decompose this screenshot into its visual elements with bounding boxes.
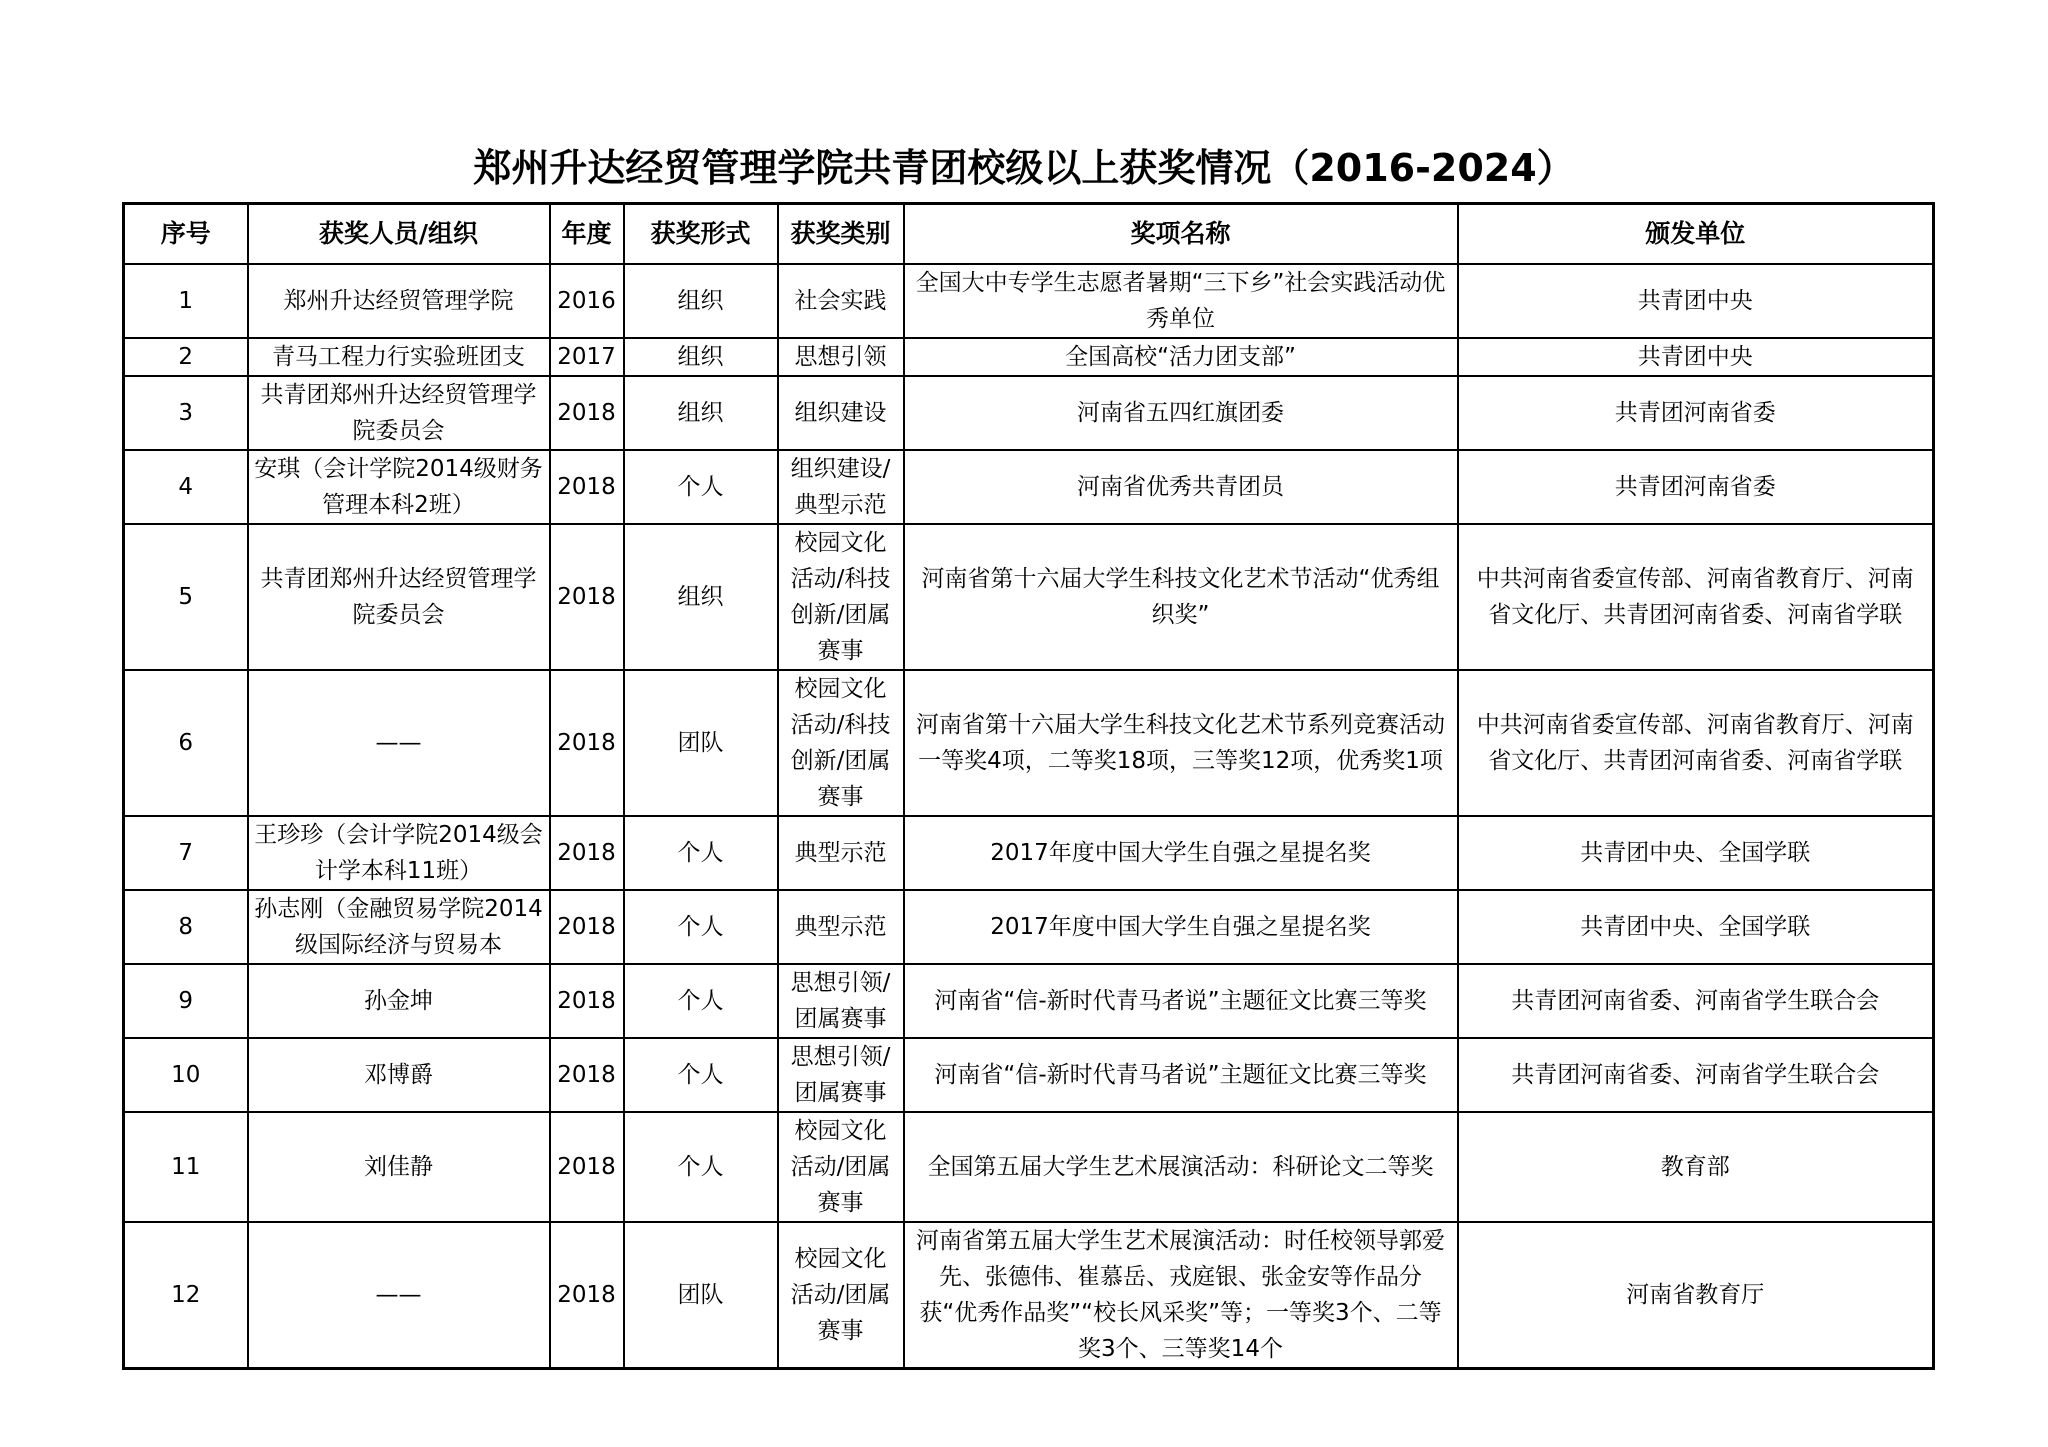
cell-award: 河南省第十六届大学生科技文化艺术节系列竞赛活动一等奖4项，二等奖18项，三等奖12项，优秀奖1项 [904,670,1458,816]
cell-category: 思想引领/团属赛事 [778,964,904,1038]
cell-year: 2018 [550,376,624,450]
cell-winner: —— [248,1222,550,1369]
cell-category: 组织建设/典型示范 [778,450,904,524]
cell-year: 2018 [550,1222,624,1369]
header-award: 奖项名称 [904,204,1458,265]
table-row [124,1112,1934,1222]
cell-no: 12 [124,1222,248,1369]
cell-year: 2018 [550,450,624,524]
cell-no: 8 [124,890,248,964]
cell-form: 个人 [624,890,778,964]
cell-form: 团队 [624,1222,778,1369]
cell-issuer: 共青团河南省委 [1458,450,1934,524]
awards-table [122,202,1935,1370]
cell-category: 校园文化活动/团属赛事 [778,1222,904,1369]
cell-no: 3 [124,376,248,450]
cell-award: 河南省优秀共青团员 [904,450,1458,524]
cell-award: 2017年度中国大学生自强之星提名奖 [904,816,1458,890]
cell-award: 河南省第十六届大学生科技文化艺术节活动“优秀组织奖” [904,524,1458,670]
cell-issuer: 中共河南省委宣传部、河南省教育厅、河南省文化厅、共青团河南省委、河南省学联 [1458,670,1934,816]
cell-issuer: 共青团中央 [1458,338,1934,376]
cell-year: 2018 [550,1038,624,1112]
table-row [124,964,1934,1038]
cell-issuer: 共青团河南省委、河南省学生联合会 [1458,964,1934,1038]
cell-form: 团队 [624,670,778,816]
cell-winner: 邓博爵 [248,1038,550,1112]
cell-winner: 青马工程力行实验班团支 [248,338,550,376]
cell-form: 个人 [624,1112,778,1222]
cell-category: 思想引领/团属赛事 [778,1038,904,1112]
cell-no: 1 [124,264,248,338]
cell-year: 2018 [550,670,624,816]
cell-winner: 刘佳静 [248,1112,550,1222]
cell-category: 社会实践 [778,264,904,338]
table-row [124,1038,1934,1112]
cell-category: 典型示范 [778,816,904,890]
cell-award: 河南省“信-新时代青马者说”主题征文比赛三等奖 [904,1038,1458,1112]
cell-no: 10 [124,1038,248,1112]
cell-award: 河南省五四红旗团委 [904,376,1458,450]
table-row [124,816,1934,890]
cell-category: 思想引领 [778,338,904,376]
cell-year: 2018 [550,890,624,964]
cell-category: 典型示范 [778,890,904,964]
cell-year: 2018 [550,964,624,1038]
cell-issuer: 中共河南省委宣传部、河南省教育厅、河南省文化厅、共青团河南省委、河南省学联 [1458,524,1934,670]
cell-year: 2018 [550,1112,624,1222]
table-row [124,670,1934,816]
header-issuer: 颁发单位 [1458,204,1934,265]
cell-form: 组织 [624,338,778,376]
cell-form: 个人 [624,964,778,1038]
table-row [124,890,1934,964]
cell-category: 组织建设 [778,376,904,450]
table-row [124,338,1934,376]
cell-no: 4 [124,450,248,524]
cell-winner: 王珍珍（会计学院2014级会计学本科11班） [248,816,550,890]
header-no: 序号 [124,204,248,265]
cell-year: 2017 [550,338,624,376]
cell-issuer: 共青团中央、全国学联 [1458,890,1934,964]
table-row [124,376,1934,450]
cell-year: 2018 [550,524,624,670]
cell-no: 11 [124,1112,248,1222]
cell-issuer: 共青团河南省委、河南省学生联合会 [1458,1038,1934,1112]
cell-award: 2017年度中国大学生自强之星提名奖 [904,890,1458,964]
page-title: 郑州升达经贸管理学院共青团校级以上获奖情况（2016-2024） [473,146,1575,190]
cell-award: 全国大中专学生志愿者暑期“三下乡”社会实践活动优秀单位 [904,264,1458,338]
cell-category: 校园文化活动/科技创新/团属赛事 [778,524,904,670]
cell-winner: 共青团郑州升达经贸管理学院委员会 [248,376,550,450]
cell-category: 校园文化活动/科技创新/团属赛事 [778,670,904,816]
cell-year: 2016 [550,264,624,338]
cell-winner: —— [248,670,550,816]
cell-form: 组织 [624,264,778,338]
cell-winner: 孙志刚（金融贸易学院2014级国际经济与贸易本 [248,890,550,964]
header-form: 获奖形式 [624,204,778,265]
header-category: 获奖类别 [778,204,904,265]
cell-form: 个人 [624,1038,778,1112]
header-row [124,204,1934,265]
cell-form: 个人 [624,450,778,524]
cell-issuer: 共青团中央、全国学联 [1458,816,1934,890]
cell-no: 9 [124,964,248,1038]
table-row [124,1222,1934,1369]
cell-award: 河南省“信-新时代青马者说”主题征文比赛三等奖 [904,964,1458,1038]
cell-winner: 共青团郑州升达经贸管理学院委员会 [248,524,550,670]
table-row [124,264,1934,338]
cell-issuer: 共青团河南省委 [1458,376,1934,450]
cell-year: 2018 [550,816,624,890]
cell-form: 个人 [624,816,778,890]
cell-issuer: 教育部 [1458,1112,1934,1222]
cell-no: 7 [124,816,248,890]
cell-no: 2 [124,338,248,376]
cell-winner: 安琪（会计学院2014级财务管理本科2班） [248,450,550,524]
header-year: 年度 [550,204,624,265]
table-row [124,524,1934,670]
cell-no: 6 [124,670,248,816]
header-winner: 获奖人员/组织 [248,204,550,265]
table-row [124,450,1934,524]
cell-award: 全国高校“活力团支部” [904,338,1458,376]
cell-form: 组织 [624,376,778,450]
cell-winner: 孙金坤 [248,964,550,1038]
cell-form: 组织 [624,524,778,670]
cell-winner: 郑州升达经贸管理学院 [248,264,550,338]
cell-award: 河南省第五届大学生艺术展演活动：时任校领导郭爱先、张德伟、崔慕岳、戎庭银、张金安等作品分获“优秀作品奖”“校长风采奖”等；一等奖3个、二等奖3个、三等奖14个 [904,1222,1458,1369]
cell-category: 校园文化活动/团属赛事 [778,1112,904,1222]
cell-issuer: 河南省教育厅 [1458,1222,1934,1369]
cell-no: 5 [124,524,248,670]
cell-award: 全国第五届大学生艺术展演活动：科研论文二等奖 [904,1112,1458,1222]
cell-issuer: 共青团中央 [1458,264,1934,338]
